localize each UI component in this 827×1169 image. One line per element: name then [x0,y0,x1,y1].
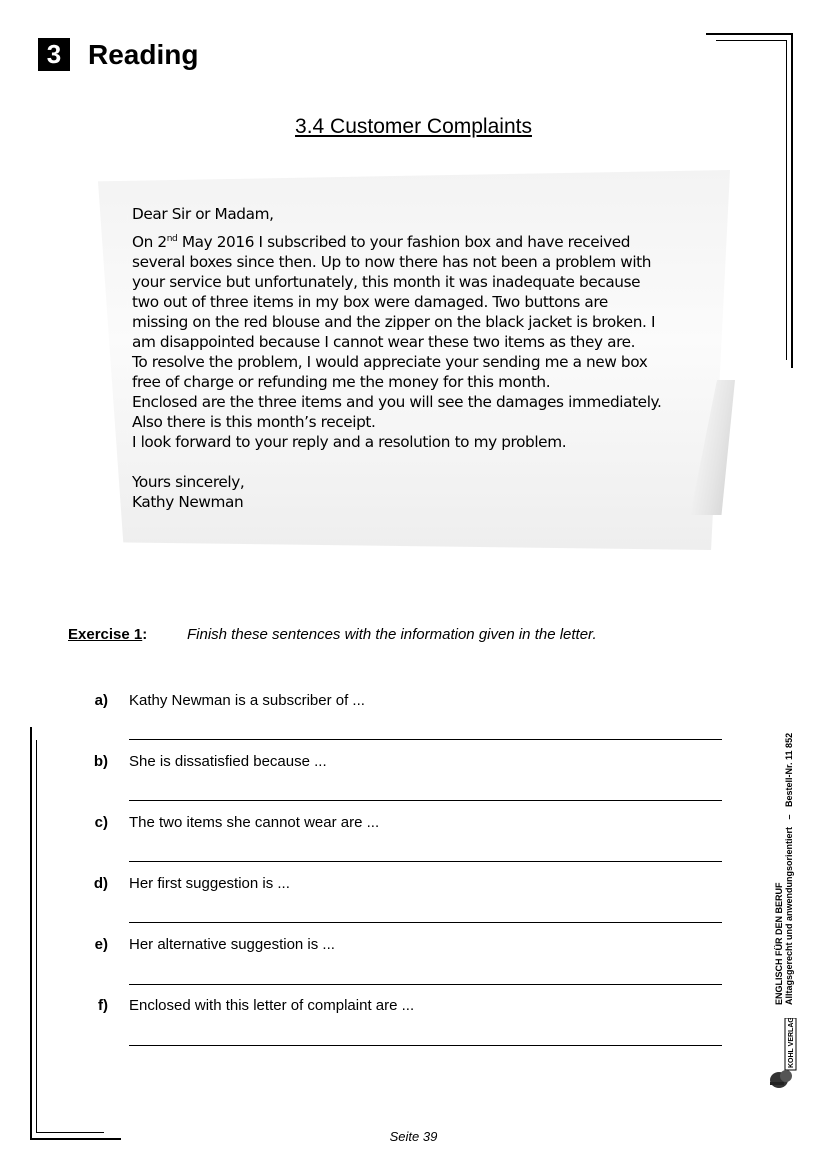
letter-signature: Kathy Newman [132,493,244,511]
frame-top-right-horizontal [706,33,792,35]
question-letter: d) [93,875,108,892]
page-number: Seite 39 [389,1129,438,1144]
publisher-logo [768,1018,798,1092]
frame-top-right-horizontal-inner [716,40,787,41]
question-letter: b) [93,753,108,770]
answer-line[interactable] [129,1045,722,1046]
exercise-label: Exercise 1 [68,626,143,643]
frame-right-vertical [791,33,793,368]
tree-icon [768,1018,798,1092]
letter-body-line: To resolve the problem, I would appreciate your sending me a new box [132,353,648,371]
question-letter: e) [94,936,108,953]
answer-line[interactable] [129,922,722,923]
letter-body-line: missing on the red blouse and the zipper on the black jacket is broken. I [132,313,656,331]
exercise-heading [68,625,147,645]
question-text: Enclosed with this letter of complaint are ... [129,997,415,1014]
frame-left-vertical-inner [36,740,37,1133]
page-subtitle: 3.4 Customer Complaints [295,115,532,138]
letter-body-line: free of charge or refunding me the money for this month. [132,373,551,391]
frame-right-vertical-inner [786,40,787,360]
answer-line[interactable] [129,861,722,862]
answer-line[interactable] [129,984,722,985]
answer-line[interactable] [129,739,722,740]
letter-closing: Yours sincerely, [132,473,245,491]
letter-salutation: Dear Sir or Madam, [132,205,274,223]
chapter-number-badge: 3 [38,38,70,71]
letter-body-line: Also there is this month’s receipt. [132,413,376,431]
question-text: Her alternative suggestion is ... [129,936,335,953]
frame-left-vertical [30,727,32,1140]
letter-body-line: your service but unfortunately, this month it was inadequate because [132,273,641,291]
complaint-letter [132,204,712,512]
exercise-instruction: Finish these sentences with the information given in the letter. [187,626,597,643]
exercise-colon: : [142,626,148,643]
side-series-title: ENGLISCH FÜR DEN BERUF [774,882,784,1005]
question-text: She is dissatisfied because ... [129,753,327,770]
letter-body-line: Enclosed are the three items and you will see the damages immediately. [132,393,662,411]
letter-body-line: two out of three items in my box were damaged. Two buttons are [132,293,608,311]
publisher-name: KOHL VERLAG [788,1018,795,1068]
ordinal-suffix: nd [166,233,178,244]
question-letter: f) [98,997,108,1014]
side-publication-info [774,733,794,1005]
letter-body-line: am disappointed because I cannot wear these two items as they are. [132,333,636,351]
letter-intro-post: May 2016 I subscribed to your fashion box and have received [177,233,631,251]
question-text: Kathy Newman is a subscriber of ... [129,692,365,709]
side-series-subtitle: Alltagsgerecht und anwendungsorientiert – Bestell-Nr. 11 852 [784,732,794,1005]
question-letter: c) [94,814,108,831]
letter-body-line: several boxes since then. Up to now there has not been a problem with [132,253,652,271]
letter-body-line: I look forward to your reply and a resolution to my problem. [132,433,567,451]
letter-body-line-0 [132,232,712,252]
question-text: The two items she cannot wear are ... [129,814,380,831]
answer-line[interactable] [129,800,722,801]
question-letter: a) [94,692,108,709]
chapter-title: Reading [88,39,199,70]
question-text: Her first suggestion is ... [129,875,290,892]
letter-intro-pre: On 2 [132,233,167,251]
